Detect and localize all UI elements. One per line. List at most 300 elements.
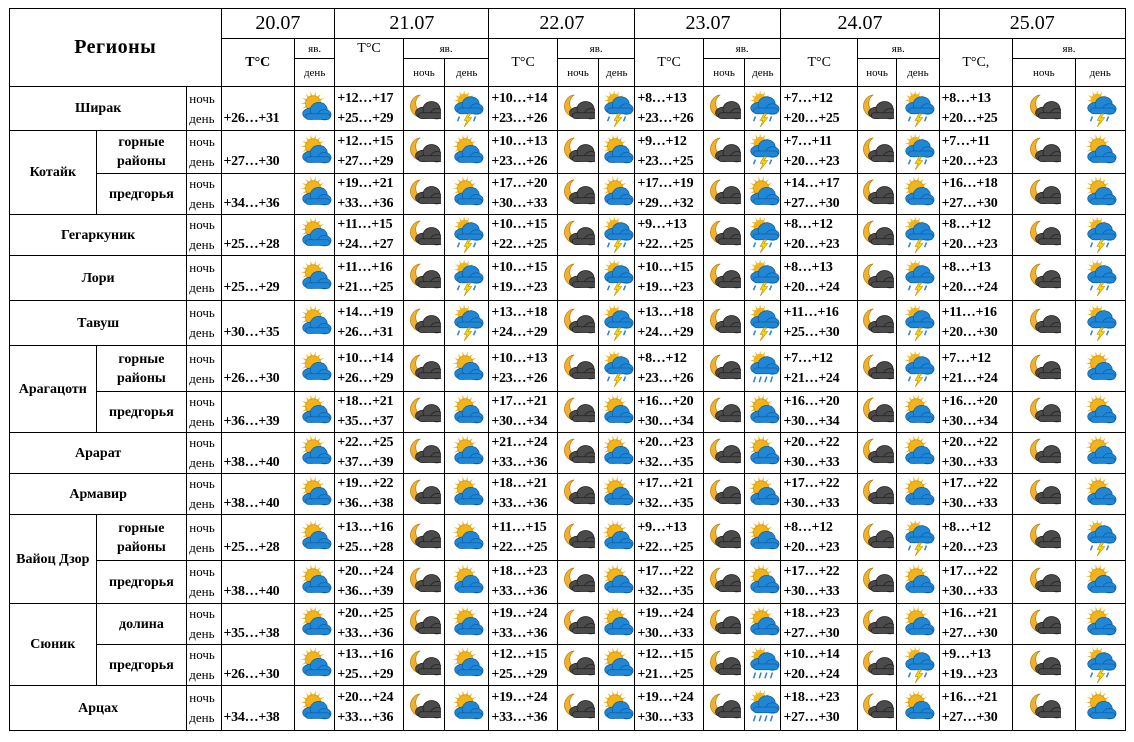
thunderstorm-icon (897, 134, 938, 170)
sun-cloud-icon (599, 134, 634, 170)
day-temperature: +20…+24 (783, 667, 840, 682)
night-temperature: +11…+16 (941, 305, 997, 320)
night-temperature: +14…+17 (783, 176, 840, 191)
region-row (10, 474, 1126, 515)
day-temperature: +30…+35 (223, 325, 280, 340)
day-temperature: +22…+25 (491, 539, 548, 555)
moon-cloud-icon (558, 91, 598, 127)
sun-cloud-icon (295, 217, 334, 253)
day-temperature: +38…+40 (223, 455, 280, 470)
temperature-cell (939, 645, 1013, 686)
moon-cloud-icon (858, 690, 896, 726)
night-temperature (224, 562, 295, 582)
phenomena-header: яв. (557, 39, 635, 59)
subregion-name: предгорья (96, 392, 187, 433)
night-column-header: ночь (403, 59, 444, 87)
moon-cloud-icon (558, 217, 598, 253)
temperature-cell (781, 474, 858, 515)
day-label: день (189, 280, 215, 295)
weather-icon-cell (1013, 433, 1075, 474)
day-temperature: +27…+30 (783, 626, 840, 641)
day-temperature: +25…+29 (337, 667, 394, 682)
thunderstorm-icon (1076, 305, 1125, 341)
day-temperature: +20…+25 (941, 110, 998, 126)
day-column-header: день (599, 59, 635, 87)
weather-icon-cell (1013, 87, 1075, 131)
thunderstorm-icon (745, 217, 780, 253)
thunderstorm-icon (445, 217, 488, 253)
rain-icon (745, 690, 780, 726)
temperature-cell (221, 515, 295, 561)
day-temperature: +21…+25 (337, 280, 394, 295)
sun-cloud-icon (745, 606, 780, 642)
moon-cloud-icon (704, 394, 744, 430)
sun-cloud-icon (295, 260, 334, 296)
sun-cloud-icon (445, 435, 488, 471)
thunderstorm-icon (897, 217, 938, 253)
weather-icon-cell (1075, 215, 1125, 256)
weather-icon-cell (1013, 215, 1075, 256)
weather-icon-cell (295, 174, 335, 215)
day-temperature: +20…+23 (941, 539, 998, 555)
weather-icon-cell (857, 392, 896, 433)
night-temperature: +7…+11 (941, 134, 990, 149)
day-temperature: +27…+30 (783, 196, 840, 211)
day-temperature: +19…+23 (637, 280, 694, 295)
region-row (10, 87, 1126, 131)
day-temperature: +33…+36 (337, 196, 394, 211)
sun-cloud-icon (445, 564, 488, 600)
weather-icon-cell (557, 174, 598, 215)
weather-icon-cell (557, 392, 598, 433)
day-temperature: +33…+36 (491, 584, 548, 599)
weather-icon-cell (445, 392, 489, 433)
subregion-name: долина (96, 604, 187, 645)
night-temperature: +8…+12 (941, 519, 991, 535)
day-label: день (189, 110, 215, 126)
night-label: ночь (189, 260, 215, 275)
moon-cloud-icon (404, 217, 444, 253)
temperature-cell (221, 346, 295, 392)
night-temperature: +17…+21 (491, 394, 548, 409)
temperature-cell (635, 346, 703, 392)
region-row (10, 604, 1126, 645)
moon-cloud-icon (858, 647, 896, 683)
temperature-cell (489, 87, 557, 131)
weather-icon-cell (703, 301, 744, 346)
weather-icon-cell (445, 604, 489, 645)
weather-icon-cell (557, 433, 598, 474)
thunderstorm-icon (745, 260, 780, 296)
moon-cloud-icon (404, 351, 444, 387)
thunderstorm-icon (897, 520, 938, 556)
date-header: 24.07 (781, 9, 939, 39)
night-temperature: +8…+12 (783, 217, 833, 232)
weather-icon-cell (1013, 645, 1075, 686)
thunderstorm-icon (745, 134, 780, 170)
weather-icon-cell (1013, 256, 1075, 301)
temperature-cell (489, 301, 557, 346)
night-temperature: +10…+14 (491, 90, 548, 106)
weather-icon-cell (1013, 686, 1075, 731)
temperature-cell (221, 433, 295, 474)
moon-cloud-icon (704, 134, 744, 170)
temperature-cell (635, 87, 703, 131)
weather-icon-cell (295, 515, 335, 561)
night-temperature: +16…+18 (941, 176, 998, 191)
night-temperature (224, 392, 295, 412)
weather-icon-cell (599, 174, 635, 215)
night-temperature (224, 518, 295, 538)
weather-icon-cell (599, 604, 635, 645)
weather-icon-cell (599, 215, 635, 256)
night-temperature: +12…+15 (637, 647, 694, 662)
temperature-cell (335, 256, 403, 301)
day-label: день (189, 196, 215, 211)
moon-cloud-icon (1013, 91, 1074, 127)
night-temperature: +21…+24 (491, 435, 548, 450)
temperature-cell (221, 256, 295, 301)
night-temperature: +14…+19 (337, 305, 394, 320)
moon-cloud-icon (704, 260, 744, 296)
weather-icon-cell (403, 256, 444, 301)
weather-icon-cell (557, 256, 598, 301)
region-name: Вайоц Дзор (10, 515, 97, 604)
day-temperature: +23…+25 (637, 154, 694, 169)
temperature-cell (335, 645, 403, 686)
region-name: Лори (10, 256, 187, 301)
temperature-cell (221, 301, 295, 346)
temperature-cell (335, 392, 403, 433)
subregion-name: горные районы (96, 346, 187, 392)
region-row (10, 515, 1126, 561)
temperature-cell (335, 433, 403, 474)
day-temperature: +30…+33 (783, 584, 840, 599)
night-label: ночь (189, 476, 215, 491)
day-temperature: +19…+23 (491, 280, 548, 295)
night-temperature: +13…+16 (337, 519, 394, 535)
temperature-cell (221, 474, 295, 515)
weather-icon-cell (557, 645, 598, 686)
day-temperature: +32…+35 (637, 455, 694, 470)
weather-icon-cell (445, 433, 489, 474)
sun-cloud-icon (599, 394, 634, 430)
night-temperature: +9…+13 (637, 217, 687, 232)
day-label: день (189, 237, 215, 252)
moon-cloud-icon (858, 606, 896, 642)
weather-icon-cell (403, 174, 444, 215)
weather-icon-cell (703, 346, 744, 392)
temperature-cell (489, 474, 557, 515)
temperature-cell (489, 174, 557, 215)
night-temperature: +8…+12 (941, 217, 991, 232)
day-temperature: +26…+30 (223, 667, 280, 682)
night-temperature: +10…+15 (637, 260, 694, 275)
subregion-name: предгорья (96, 645, 187, 686)
day-temperature: +36…+38 (337, 496, 394, 511)
weather-icon-cell (445, 474, 489, 515)
weather-icon-cell (1075, 256, 1125, 301)
sun-cloud-icon (1076, 606, 1125, 642)
subregion-name: предгорья (96, 561, 187, 604)
night-label: ночь (189, 305, 215, 320)
sun-cloud-icon (897, 476, 938, 512)
night-temperature: +10…+15 (491, 260, 548, 275)
temperature-cell (939, 515, 1013, 561)
night-temperature (224, 645, 295, 665)
night-temperature: +11…+15 (337, 217, 393, 232)
night-day-labels (187, 604, 221, 645)
night-temperature: +10…+14 (337, 350, 394, 366)
temperature-cell (939, 433, 1013, 474)
day-temperature: +33…+36 (337, 710, 394, 725)
day-temperature: +20…+24 (783, 280, 840, 295)
night-temperature (224, 174, 295, 194)
night-temperature: +10…+13 (491, 350, 548, 366)
sun-cloud-icon (295, 351, 334, 387)
night-column-header: ночь (1013, 59, 1075, 87)
temperature-cell (221, 392, 295, 433)
moon-cloud-icon (558, 690, 598, 726)
temperature-cell (781, 174, 858, 215)
weather-icon-cell (1013, 174, 1075, 215)
night-temperature: +18…+23 (783, 690, 840, 705)
weather-icon-cell (599, 561, 635, 604)
day-temperature: +20…+23 (783, 154, 840, 169)
night-temperature: +8…+12 (637, 350, 687, 366)
phenomena-header: яв. (1013, 39, 1126, 59)
sun-cloud-icon (1076, 564, 1125, 600)
weather-icon-cell (703, 561, 744, 604)
temperature-cell (335, 215, 403, 256)
weather-icon-cell (897, 474, 939, 515)
weather-icon-cell (403, 433, 444, 474)
sun-cloud-icon (897, 606, 938, 642)
sun-cloud-icon (445, 134, 488, 170)
night-day-labels (187, 515, 221, 561)
sun-cloud-icon (445, 176, 488, 212)
night-label: ночь (189, 519, 215, 535)
day-column-header: день (897, 59, 939, 87)
night-column-header: ночь (857, 59, 896, 87)
night-temperature (224, 349, 295, 369)
weather-icon-cell (445, 686, 489, 731)
moon-cloud-icon (858, 476, 896, 512)
thunderstorm-icon (1076, 91, 1125, 127)
thunderstorm-icon (445, 305, 488, 341)
day-temperature: +23…+26 (637, 370, 694, 386)
day-column-header: день (445, 59, 489, 87)
sun-cloud-icon (1076, 176, 1125, 212)
night-label: ночь (189, 134, 215, 149)
day-temperature: +30…+33 (491, 196, 548, 211)
night-temperature (224, 258, 295, 278)
day-temperature: +36…+39 (223, 414, 280, 429)
moon-cloud-icon (858, 260, 896, 296)
moon-cloud-icon (558, 520, 598, 556)
temp-column-header: T°C (221, 39, 295, 87)
moon-cloud-icon (558, 260, 598, 296)
weather-icon-cell (703, 474, 744, 515)
moon-cloud-icon (404, 435, 444, 471)
night-day-labels (187, 561, 221, 604)
weather-icon-cell (857, 561, 896, 604)
thunderstorm-icon (897, 260, 938, 296)
night-label: ночь (189, 606, 215, 621)
moon-cloud-icon (858, 394, 896, 430)
thunderstorm-icon (897, 305, 938, 341)
sun-cloud-icon (599, 606, 634, 642)
night-temperature: +20…+25 (337, 606, 394, 621)
night-temperature: +17…+22 (941, 476, 998, 491)
day-temperature: +33…+36 (337, 626, 394, 641)
subregion-name: предгорья (96, 174, 187, 215)
moon-cloud-icon (1013, 647, 1074, 683)
weather-icon-cell (1075, 686, 1125, 731)
temperature-cell (335, 604, 403, 645)
day-column-header: день (295, 59, 335, 87)
sun-cloud-icon (897, 435, 938, 471)
weather-icon-cell (599, 87, 635, 131)
night-temperature: +7…+12 (783, 350, 833, 366)
moon-cloud-icon (404, 690, 444, 726)
night-temperature: +7…+12 (941, 350, 991, 366)
weather-icon-cell (703, 215, 744, 256)
day-label: день (189, 154, 215, 169)
night-temperature: +8…+13 (783, 260, 833, 275)
moon-cloud-icon (404, 520, 444, 556)
weather-icon-cell (599, 131, 635, 174)
temperature-cell (781, 645, 858, 686)
sun-cloud-icon (897, 394, 938, 430)
weather-icon-cell (745, 346, 781, 392)
region-name: Сюник (10, 604, 97, 686)
date-header: 21.07 (335, 9, 489, 39)
temperature-cell (939, 174, 1013, 215)
night-temperature: +16…+20 (637, 394, 694, 409)
thunderstorm-icon (599, 91, 634, 127)
weather-icon-cell (557, 301, 598, 346)
night-temperature: +12…+15 (491, 647, 548, 662)
weather-icon-cell (599, 686, 635, 731)
moon-cloud-icon (858, 564, 896, 600)
day-temperature: +20…+23 (941, 237, 998, 252)
weather-icon-cell (897, 301, 939, 346)
weather-icon-cell (445, 561, 489, 604)
day-temperature: +19…+23 (941, 667, 998, 682)
sun-cloud-icon (295, 606, 334, 642)
weather-icon-cell (295, 392, 335, 433)
sun-cloud-icon (445, 647, 488, 683)
weather-icon-cell (703, 433, 744, 474)
night-temperature: +19…+24 (637, 606, 694, 621)
night-day-labels (187, 686, 221, 731)
weather-icon-cell (1075, 392, 1125, 433)
day-temperature: +25…+28 (223, 237, 280, 252)
temperature-cell (489, 561, 557, 604)
weather-icon-cell (599, 433, 635, 474)
weather-icon-cell (557, 131, 598, 174)
weather-icon-cell (745, 645, 781, 686)
temperature-cell (635, 392, 703, 433)
sun-cloud-icon (1076, 394, 1125, 430)
weather-icon-cell (1075, 87, 1125, 131)
temperature-cell (939, 346, 1013, 392)
sun-cloud-icon (295, 91, 334, 127)
weather-icon-cell (1075, 515, 1125, 561)
weather-icon-cell (857, 215, 896, 256)
night-temperature (224, 89, 295, 109)
day-column-header: день (1075, 59, 1125, 87)
night-day-labels (187, 131, 221, 174)
day-temperature: +23…+26 (491, 110, 548, 126)
thunderstorm-icon (745, 305, 780, 341)
weather-icon-cell (897, 215, 939, 256)
day-temperature: +32…+35 (637, 496, 694, 511)
sun-cloud-icon (745, 476, 780, 512)
temperature-cell (635, 686, 703, 731)
moon-cloud-icon (558, 435, 598, 471)
day-label: день (189, 496, 215, 511)
weather-icon-cell (1013, 604, 1075, 645)
moon-cloud-icon (558, 564, 598, 600)
moon-cloud-icon (1013, 435, 1074, 471)
region-row (10, 433, 1126, 474)
weather-icon-cell (1075, 604, 1125, 645)
weather-icon-cell (745, 604, 781, 645)
day-temperature: +20…+23 (941, 154, 998, 169)
weather-icon-cell (745, 686, 781, 731)
region-name: Арцах (10, 686, 187, 731)
day-temperature: +25…+29 (223, 280, 280, 295)
weather-icon-cell (1075, 301, 1125, 346)
night-temperature: +16…+20 (941, 394, 998, 409)
night-temperature: +20…+24 (337, 690, 394, 705)
sun-cloud-icon (599, 476, 634, 512)
weather-icon-cell (1075, 131, 1125, 174)
day-temperature: +27…+30 (783, 710, 840, 725)
date-header: 22.07 (489, 9, 635, 39)
day-column-header: день (745, 59, 781, 87)
night-temperature: +18…+23 (783, 606, 840, 621)
night-column-header: ночь (557, 59, 598, 87)
night-temperature: +17…+22 (783, 476, 840, 491)
moon-cloud-icon (1013, 476, 1074, 512)
moon-cloud-icon (858, 435, 896, 471)
weather-icon-cell (897, 604, 939, 645)
day-temperature: +22…+25 (637, 539, 694, 555)
day-temperature: +26…+31 (337, 325, 394, 340)
night-temperature: +17…+22 (783, 564, 840, 579)
temperature-cell (781, 686, 858, 731)
forecast-table (9, 8, 1126, 731)
night-label: ночь (189, 564, 215, 579)
moon-cloud-icon (704, 217, 744, 253)
day-temperature: +27…+30 (223, 154, 280, 169)
sun-cloud-icon (295, 647, 334, 683)
moon-cloud-icon (558, 305, 598, 341)
weather-icon-cell (703, 174, 744, 215)
temperature-cell (781, 561, 858, 604)
weather-icon-cell (897, 686, 939, 731)
night-temperature (224, 474, 295, 494)
day-temperature: +27…+29 (337, 154, 394, 169)
moon-cloud-icon (404, 91, 444, 127)
temperature-cell (939, 256, 1013, 301)
sun-cloud-icon (1076, 476, 1125, 512)
moon-cloud-icon (558, 606, 598, 642)
day-temperature: +35…+37 (337, 414, 394, 429)
